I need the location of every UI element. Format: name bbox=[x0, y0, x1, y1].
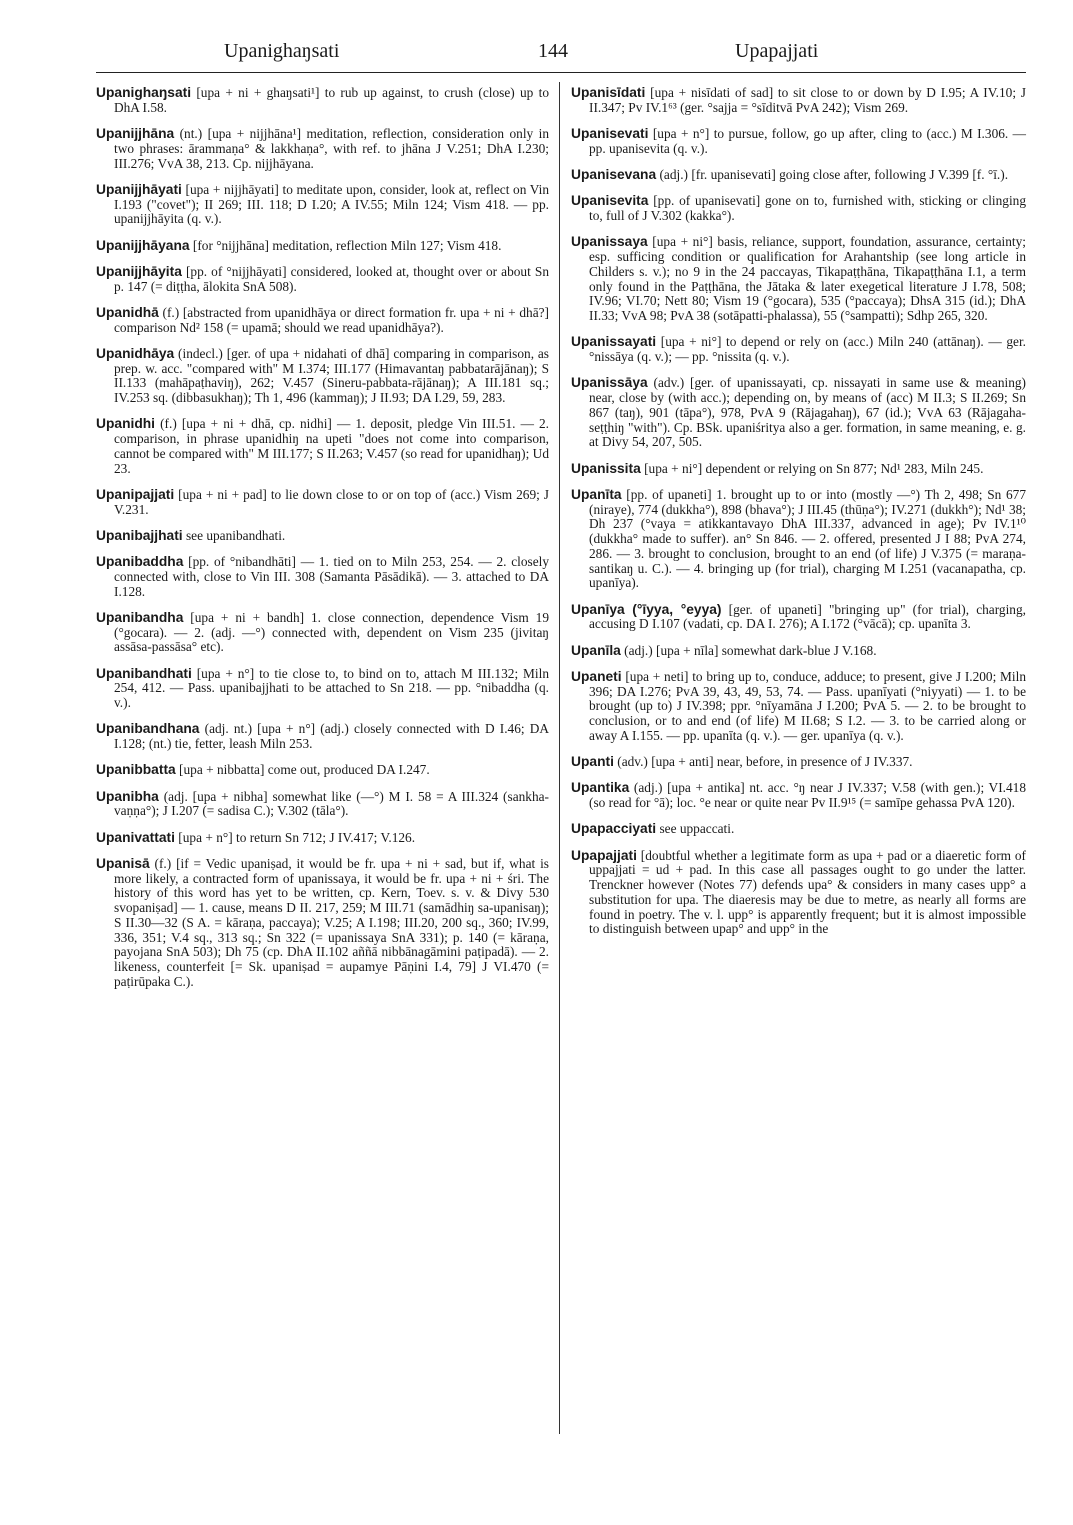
dictionary-entry bbox=[571, 822, 1026, 837]
dictionary-entry bbox=[96, 611, 549, 655]
entry-body: (indecl.) [ger. of upa + nidahati of dhā] comparing in comparison, as prep. w. acc. "compared with" M I.374; III.177 (Himavantaŋ pabbatarājānaŋ); S II.133 (mahāpaṭhaviŋ), 262; V.457 (Sineru-pabbata-rājānaŋ); A III.181 sq.; IV.253 sq. (dibbasukhaŋ); Th 1, 496 (kammaŋ); J II.93; DA I.29, 59, 283. bbox=[114, 345, 549, 405]
entry-headword: Upanibha bbox=[96, 788, 159, 804]
entry-body: [upa + ni°] dependent or relying on Sn 877; Nd¹ 283, Miln 245. bbox=[640, 460, 984, 476]
dictionary-entry bbox=[96, 763, 549, 778]
column-divider bbox=[559, 82, 560, 1434]
dictionary-entry bbox=[571, 670, 1026, 744]
header-right-guideword: Upapajjati bbox=[735, 40, 819, 62]
entry-body: [pp. of upaneti] 1. brought up to or into (mostly —°) Th 2, 498; Sn 677 (niraye), 774 (dukkha°), 898 (bhava°); J III.45 (thūṇa°); IV.271 (dukkh°); Nd¹ 38; Dh 237 (°vaya = atikkantavayo DhA III.337, advanced in age); Pv IV.1¹⁰ (dukkha° made to suffer). an° Sn 846. — 2. offered, presented J I 88; PvA 274, 286. — 3. brought to conclusion, brought to an end (of life) J V.375 (= maraṇa-santikaŋ u. C.). — 4. bringing up (for trial), charging M I.251 (vacanapatha, cp. upanīya). bbox=[589, 486, 1026, 591]
entry-body: see uppaccati. bbox=[656, 821, 735, 837]
entry-headword: Upanidhā bbox=[96, 304, 159, 320]
entry-headword: Upanissayati bbox=[571, 334, 657, 350]
entry-headword: Upanisevati bbox=[571, 126, 649, 141]
dictionary-entry bbox=[571, 168, 1026, 183]
entry-headword: Upapacciyati bbox=[571, 821, 657, 837]
entry-body: (adv.) [upa + anti] near, before, in presence of J IV.337. bbox=[613, 754, 913, 769]
entry-headword: Upanijjhāna bbox=[96, 126, 175, 141]
entry-body: [upa + n°] to pursue, follow, go up after, cling to (acc.) M I.306. — pp. upanisevita (q. v.). bbox=[589, 126, 1026, 156]
entry-body: [pp. of °nibandhāti] — 1. tied on to Miln 253, 254. — 2. closely connected with, close to Vin III. 308 (Samanta Pāsādikā). — 3. attached to DA I.128. bbox=[114, 554, 549, 599]
entry-headword: Upanijjhāyati bbox=[96, 181, 182, 197]
entry-body: (adj.) [fr. upanisevati] going close after, following J V.399 [f. °ī.). bbox=[656, 167, 1009, 182]
dictionary-entry bbox=[571, 462, 1026, 477]
dictionary-entry bbox=[96, 86, 549, 116]
entry-body: [for °nijjhāna] meditation, reflection Miln 127; Vism 418. bbox=[189, 237, 502, 253]
entry-body: [upa + ni + ghaŋsati¹] to rub up against, to crush (close) up to DhA I.58. bbox=[114, 85, 549, 115]
entry-headword: Upanissāya bbox=[571, 375, 648, 391]
left-column bbox=[96, 86, 549, 1001]
entry-body: [upa + ni + bandh] 1. close connection, dependence Vism 19 (°gocara). — 2. (adj. —°) connected with, dependent on Vism 235 (jivitaŋ assāsa-passāsa° etc). bbox=[114, 609, 549, 655]
dictionary-entry bbox=[571, 755, 1026, 770]
dictionary-entry bbox=[571, 127, 1026, 157]
dictionary-entry bbox=[96, 417, 549, 476]
dictionary-entry bbox=[96, 488, 549, 518]
entry-body: [upa + nibbatta] come out, produced DA I.247. bbox=[175, 762, 430, 778]
dictionary-entry bbox=[96, 239, 549, 254]
entry-body: (f.) [if = Vedic upaniṣad, it would be fr. upa + ni + sad, but if, what is more likely, a contracted form of upanissaya, it would be fr. upa + ni + śri. The history of this word has yet to be written, cp. Kern, Toev. s. v. & Divy 530 svopaniṣad] — 1. cause, means D II. 217, 259; M III.71 (samādhiŋ sa-upanisaŋ); S II.30—32 (S A. = kāraṇa, paccaya); V.25; A I.198; III.20, 200 sq., 360; IV.99, 336, 351; V.4 sq., 313 sq.; Sn 322 (= upanissaya SnA 331); p. 140 (= kāraṇa, payojana SnA 503); Dh 75 (cp. DhA II.102 aññā nibbānagāmini paṭipadā). — 2. likeness, counterfeit [= Sk. upaniṣad = aupamye Pāṇini I.4, 79] J VI.470 (= paṭirūpaka C.). bbox=[114, 855, 549, 989]
entry-headword: Upantika bbox=[571, 780, 630, 796]
entry-body: [ger. of upaneti] "bringing up" (for trial), charging, accusing D I.107 (vadati, cp. DA I. 276); A I.172 (°vācā); cp. upanīta 3. bbox=[589, 601, 1026, 632]
dictionary-entry bbox=[96, 831, 549, 846]
dictionary-entry bbox=[571, 335, 1026, 365]
dictionary-entry bbox=[571, 849, 1026, 938]
entry-body: [upa + nijjhāyati] to meditate upon, consider, look at, reflect on Vin I.193 ("covet"); II 269; III. 118; D I.20; A IV.55; Miln 124; Vism 418. — pp. upanijjhāyita (q. v.). bbox=[114, 181, 549, 227]
dictionary-entry bbox=[96, 790, 549, 820]
header-rule bbox=[96, 72, 1026, 73]
dictionary-entry bbox=[571, 194, 1026, 224]
dictionary-entry bbox=[571, 781, 1026, 811]
entry-body: [upa + nisīdati of sad] to sit close to or down by D I.95; A IV.10; J II.347; Pv IV.1⁶³ (ger. °sajja = °sīditvā PvA 242); Vism 269. bbox=[589, 85, 1026, 115]
entry-body: see upanibandhati. bbox=[182, 527, 286, 543]
entry-headword: Upanivattati bbox=[96, 829, 175, 845]
entry-body: [upa + neti] to bring up to, conduce, adduce; to present, give J I.200; Miln 396; DA I.276; PvA 39, 43, 49, 53, 74. — Pass. upanīyati (°niyyati) — 1. to be brought (up to) J IV.398; ppr. °nīyamāna J I.200; PvA 5. — 2. to be brought to conclusion, or to and end (of life) M II.68; S I.2. — 3. to be carried along or away A I.155. — pp. upanīta (q. v.). — ger. upanīya (q. v.). bbox=[589, 668, 1026, 743]
entry-body: [pp. of upanisevati] gone on to, furnished with, sticking or clinging to, full of J V.302 (kakka°). bbox=[589, 193, 1026, 223]
entry-body: [doubtful whether a legitimate form as upa + pad or a diaeretic form of uppajjati = ud + pad. In this case all passages ought to go under the latter. Trenckner however (Notes 77) defends upa° & considers in many cases upp° a substitution for upa. The diaeresis may be due to metre, as nearly all forms are found in poetry. The v. l. upp° is apparently frequent; but it is almost impossible to distinguish between upap° and upp° in the bbox=[589, 847, 1026, 937]
dictionary-entry bbox=[96, 265, 549, 295]
entry-headword: Upanibaddha bbox=[96, 554, 184, 569]
entry-headword: Upanti bbox=[571, 754, 614, 769]
dictionary-entry bbox=[571, 86, 1026, 116]
entry-headword: Upanipajjati bbox=[96, 486, 175, 502]
running-header bbox=[98, 40, 1025, 72]
dictionary-entry bbox=[96, 183, 549, 227]
entry-body: (adj.) [upa + antika] nt. acc. °ŋ near J IV.337; V.58 (with gen.); VI.418 (so read for °ā); loc. °e near or quite near Pv II.9¹⁵ (= samīpe gehassa PvA 120). bbox=[589, 780, 1026, 810]
entry-headword: Upanibandhati bbox=[96, 665, 192, 681]
entry-headword: Upanīla bbox=[571, 642, 621, 658]
entry-headword: Upanidhi bbox=[96, 416, 156, 432]
entry-headword: Upanissaya bbox=[571, 234, 648, 250]
entry-body: [upa + ni + pad] to lie down close to or on top of (acc.) Vism 269; J V.231. bbox=[114, 486, 549, 517]
dictionary-entry bbox=[96, 306, 549, 336]
entry-headword: Upanighaŋsati bbox=[96, 85, 192, 100]
entry-body: [upa + n°] to return Sn 712; J IV.417; V.126. bbox=[174, 829, 416, 845]
entry-body: [upa + ni°] basis, reliance, support, foundation, assurance, certainty; esp. sufficing condition or qualification for Arahantship (see long article in Childers s. v.); no 9 in the 24 paccayas, Tikapaṭṭhāna, Tikapaṭṭhāna I.1, a term only found in the Paṭṭhāna, the Jātaka & later exegetical literature J I.78, 508; IV.96; VI.70; Nett 80; Vism 19 (°gocara), 535 (°paccaya); DhsA 315 (id.); DhA II.33; VvA 98; PvA 38 (sotāpatti-phalassa), 55 (°sampatti); Sdhp 265, 320. bbox=[589, 234, 1026, 323]
entry-headword: Upanibandha bbox=[96, 609, 184, 625]
entry-headword: Upanijjhāyita bbox=[96, 263, 182, 279]
dictionary-entry bbox=[96, 555, 549, 599]
entry-headword: Upaneti bbox=[571, 668, 622, 684]
entry-headword: Upanibandhana bbox=[96, 721, 200, 737]
entry-headword: Upanisā bbox=[96, 855, 150, 871]
entry-body: [pp. of °nijjhāyati] considered, looked at, thought over or about Sn p. 147 (= diṭṭha, ālokita SnA 508). bbox=[114, 263, 549, 294]
dictionary-entry bbox=[571, 644, 1026, 659]
entry-body: (nt.) [upa + nijjhāna¹] meditation, reflection, consideration only in two phrases: ārammaṇa° & lakkhaṇa°, with ref. to jhāna J V.251; DhA I.230; III.276; VvA 38, 213. Cp. nijjhāyana. bbox=[114, 126, 549, 171]
dictionary-entry bbox=[571, 235, 1026, 324]
dictionary-entry bbox=[96, 667, 549, 711]
dictionary-entry bbox=[571, 488, 1026, 591]
entry-headword: Upanīya (°īyya, °eyya) bbox=[571, 601, 722, 617]
entry-body: (f.) [abstracted from upanidhāya or direct formation fr. upa + ni + dhā?] comparison Nd² 158 (= upamā; should we read upanidhāya?). bbox=[114, 304, 549, 335]
entry-headword: Upanijjhāyana bbox=[96, 237, 190, 253]
dictionary-entry bbox=[96, 127, 549, 171]
dictionary-entry bbox=[96, 347, 549, 406]
dictionary-entry bbox=[96, 857, 549, 990]
header-left-guideword: Upanighaŋsati bbox=[224, 40, 340, 62]
entry-headword: Upapajjati bbox=[571, 847, 637, 863]
entry-headword: Upanibbatta bbox=[96, 762, 176, 778]
dictionary-entry bbox=[571, 376, 1026, 450]
page-number: 144 bbox=[538, 40, 568, 62]
entry-headword: Upanissita bbox=[571, 460, 641, 476]
entry-headword: Upanisevana bbox=[571, 167, 657, 182]
entry-headword: Upanisevita bbox=[571, 193, 649, 209]
entry-body: (f.) [upa + ni + dhā, cp. nidhi] — 1. deposit, pledge Vin III.51. — 2. comparison, in phrase upanidhiŋ na upeti "does not come into comparison, cannot be compared with" M III.177; S II.263; V.457 (so read for upanidhaŋ); Ud 23. bbox=[114, 416, 549, 476]
dictionary-entry bbox=[96, 722, 549, 752]
entry-body: (adj.) [upa + nīla] somewhat dark-blue J V.168. bbox=[620, 642, 877, 658]
right-column bbox=[571, 86, 1026, 949]
entry-body: (adj. nt.) [upa + n°] (adj.) closely connected with D I.46; DA I.128; (nt.) tie, fetter, leash Miln 253. bbox=[114, 721, 549, 751]
entry-body: [upa + ni°] to depend or rely on (acc.) Miln 240 (attānaŋ). — ger. °nissāya (q. v.); — pp. °nissita (q. v.). bbox=[589, 334, 1026, 364]
dictionary-entry bbox=[96, 529, 549, 544]
entry-body: [upa + n°] to tie close to, to bind on to, attach M III.132; Miln 254, 412. — Pass. upanibajjhati to be attached to Sn 218. — pp. °nibaddha (q. v.). bbox=[114, 665, 549, 710]
entry-body: (adj. [upa + nibha] somewhat like (—°) M I. 58 = A III.324 (sankha-vaṇṇa°); J I.207 (= sadisa C.); V.302 (tāla°). bbox=[114, 788, 549, 819]
dictionary-entry bbox=[571, 603, 1026, 633]
entry-headword: Upanidhāya bbox=[96, 345, 175, 361]
entry-headword: Upanīta bbox=[571, 486, 622, 502]
entry-headword: Upanibajjhati bbox=[96, 527, 183, 543]
entry-body: (adv.) [ger. of upanissayati, cp. nissayati in same use & meaning) near, close by (with acc.); depending on, by means of (acc) M II.3; S II.269; Sn 867 (taŋ), 901 (tāpa°), 978, PvA 9 (Rājagahaŋ), 67 (id.); VvA 63 (Rājagaha-seṭṭhiŋ "with"). Cp. BSk. upaniśritya also a ger. formation, in same meaning, e. g. at Divy 54, 207, 505. bbox=[589, 375, 1026, 450]
entry-headword: Upanisīdati bbox=[571, 85, 646, 100]
